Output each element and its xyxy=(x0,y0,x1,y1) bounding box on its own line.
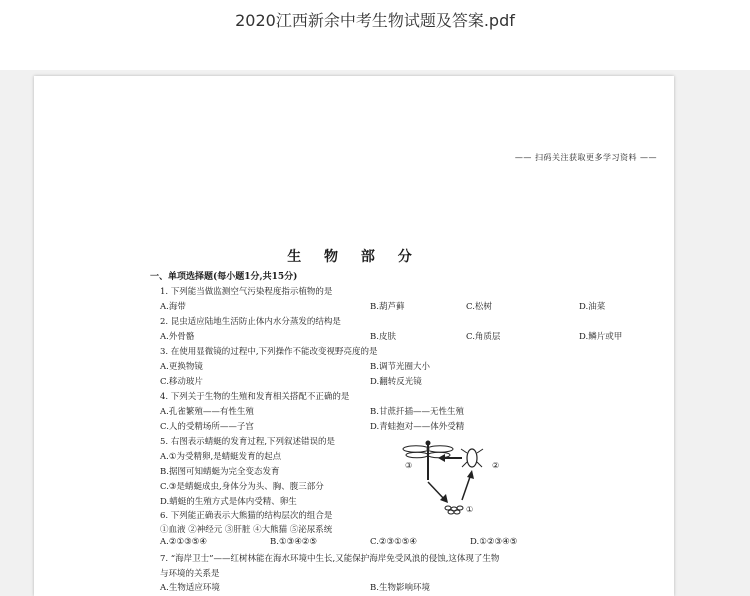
question-option: D.鳞片或甲 xyxy=(579,332,623,342)
question-option: C.人的受精场所——子宫 xyxy=(160,422,254,432)
question-option: D.①②③④⑤ xyxy=(470,537,518,547)
arrow-adult-to-egg xyxy=(428,482,445,500)
question-option: D.翻转反光镜 xyxy=(370,377,422,387)
question-option: B.调节光圈大小 xyxy=(370,362,430,372)
figure-label-adult: ③ xyxy=(405,461,413,470)
arrow-egg-to-nymph xyxy=(462,474,471,500)
question-option: A.②①③⑤④ xyxy=(160,537,207,547)
question-option: B.皮肤 xyxy=(370,332,396,342)
question-option: A.生物适应环境 xyxy=(160,583,220,593)
question-stem: 3. 在使用显微镜的过程中,下列操作不能改变视野亮度的是 xyxy=(160,347,378,357)
question-option: D.油菜 xyxy=(579,302,606,312)
question-stem-continued: 与环境的关系是 xyxy=(160,569,220,579)
question-sub-items: ①血液 ②神经元 ③肝脏 ④大熊猫 ⑤泌尿系统 xyxy=(160,525,333,535)
figure-label-egg: ① xyxy=(466,505,474,514)
section-title: 生 物 部 分 xyxy=(287,249,421,265)
dragonfly-lifecycle-figure xyxy=(400,438,500,516)
question-option: C.②③①⑤④ xyxy=(370,537,418,547)
document-title: 2020江西新余中考生物试题及答案.pdf xyxy=(235,11,515,30)
question-option: A.孔雀繁殖——有性生殖 xyxy=(160,407,254,417)
question-option: A.海带 xyxy=(160,302,186,312)
dragonfly-nymph-icon xyxy=(461,449,483,467)
question-option: C.③是蜻蜓成虫,身体分为头、胸、腹三部分 xyxy=(160,482,324,492)
pdf-page xyxy=(34,76,674,596)
question-option: C.角质层 xyxy=(466,332,501,342)
question-stem: 1. 下列能当做监测空气污染程度指示植物的是 xyxy=(160,287,333,297)
question-option: B.甘蔗扦插——无性生殖 xyxy=(370,407,464,417)
question-option: A.①为受精卵,是蜻蜓发育的起点 xyxy=(160,452,282,462)
question-option: B.生物影响环境 xyxy=(370,583,430,593)
question-option: B.①③④②⑤ xyxy=(270,537,318,547)
question-option: B.据图可知蜻蜓为完全变态发育 xyxy=(160,467,280,477)
question-stem: 6. 下列能正确表示大熊猫的结构层次的组合是 xyxy=(160,511,333,521)
question-option: C.移动玻片 xyxy=(160,377,203,387)
question-stem: 5. 右图表示蜻蜓的发育过程,下列叙述错误的是 xyxy=(160,437,336,447)
question-option: D.青蛙抱对——体外受精 xyxy=(370,422,465,432)
question-option: C.松树 xyxy=(466,302,492,312)
question-stem: 2. 昆虫适应陆地生活防止体内水分蒸发的结构是 xyxy=(160,317,341,327)
page-note: —— 扫码关注获取更多学习资料 —— xyxy=(514,153,657,162)
title-bar xyxy=(0,0,750,70)
question-option: D.蜻蜓的生殖方式是体内受精、卵生 xyxy=(160,497,297,507)
eggs-icon xyxy=(445,506,463,514)
question-option: A.更换物镜 xyxy=(160,362,203,372)
question-stem: 4. 下列关于生物的生殖和发育相关搭配不正确的是 xyxy=(160,392,350,402)
question-option: A.外骨骼 xyxy=(160,332,195,342)
figure-label-nymph: ② xyxy=(492,461,500,470)
part-heading: 一、单项选择题(每小题1分,共15分) xyxy=(150,272,298,282)
question-option: B.葫芦藓 xyxy=(370,302,405,312)
question-stem: 7. “海岸卫士”——红树林能在海水环境中生长,又能保护海岸免受风浪的侵蚀,这体现了生物 xyxy=(160,554,500,564)
